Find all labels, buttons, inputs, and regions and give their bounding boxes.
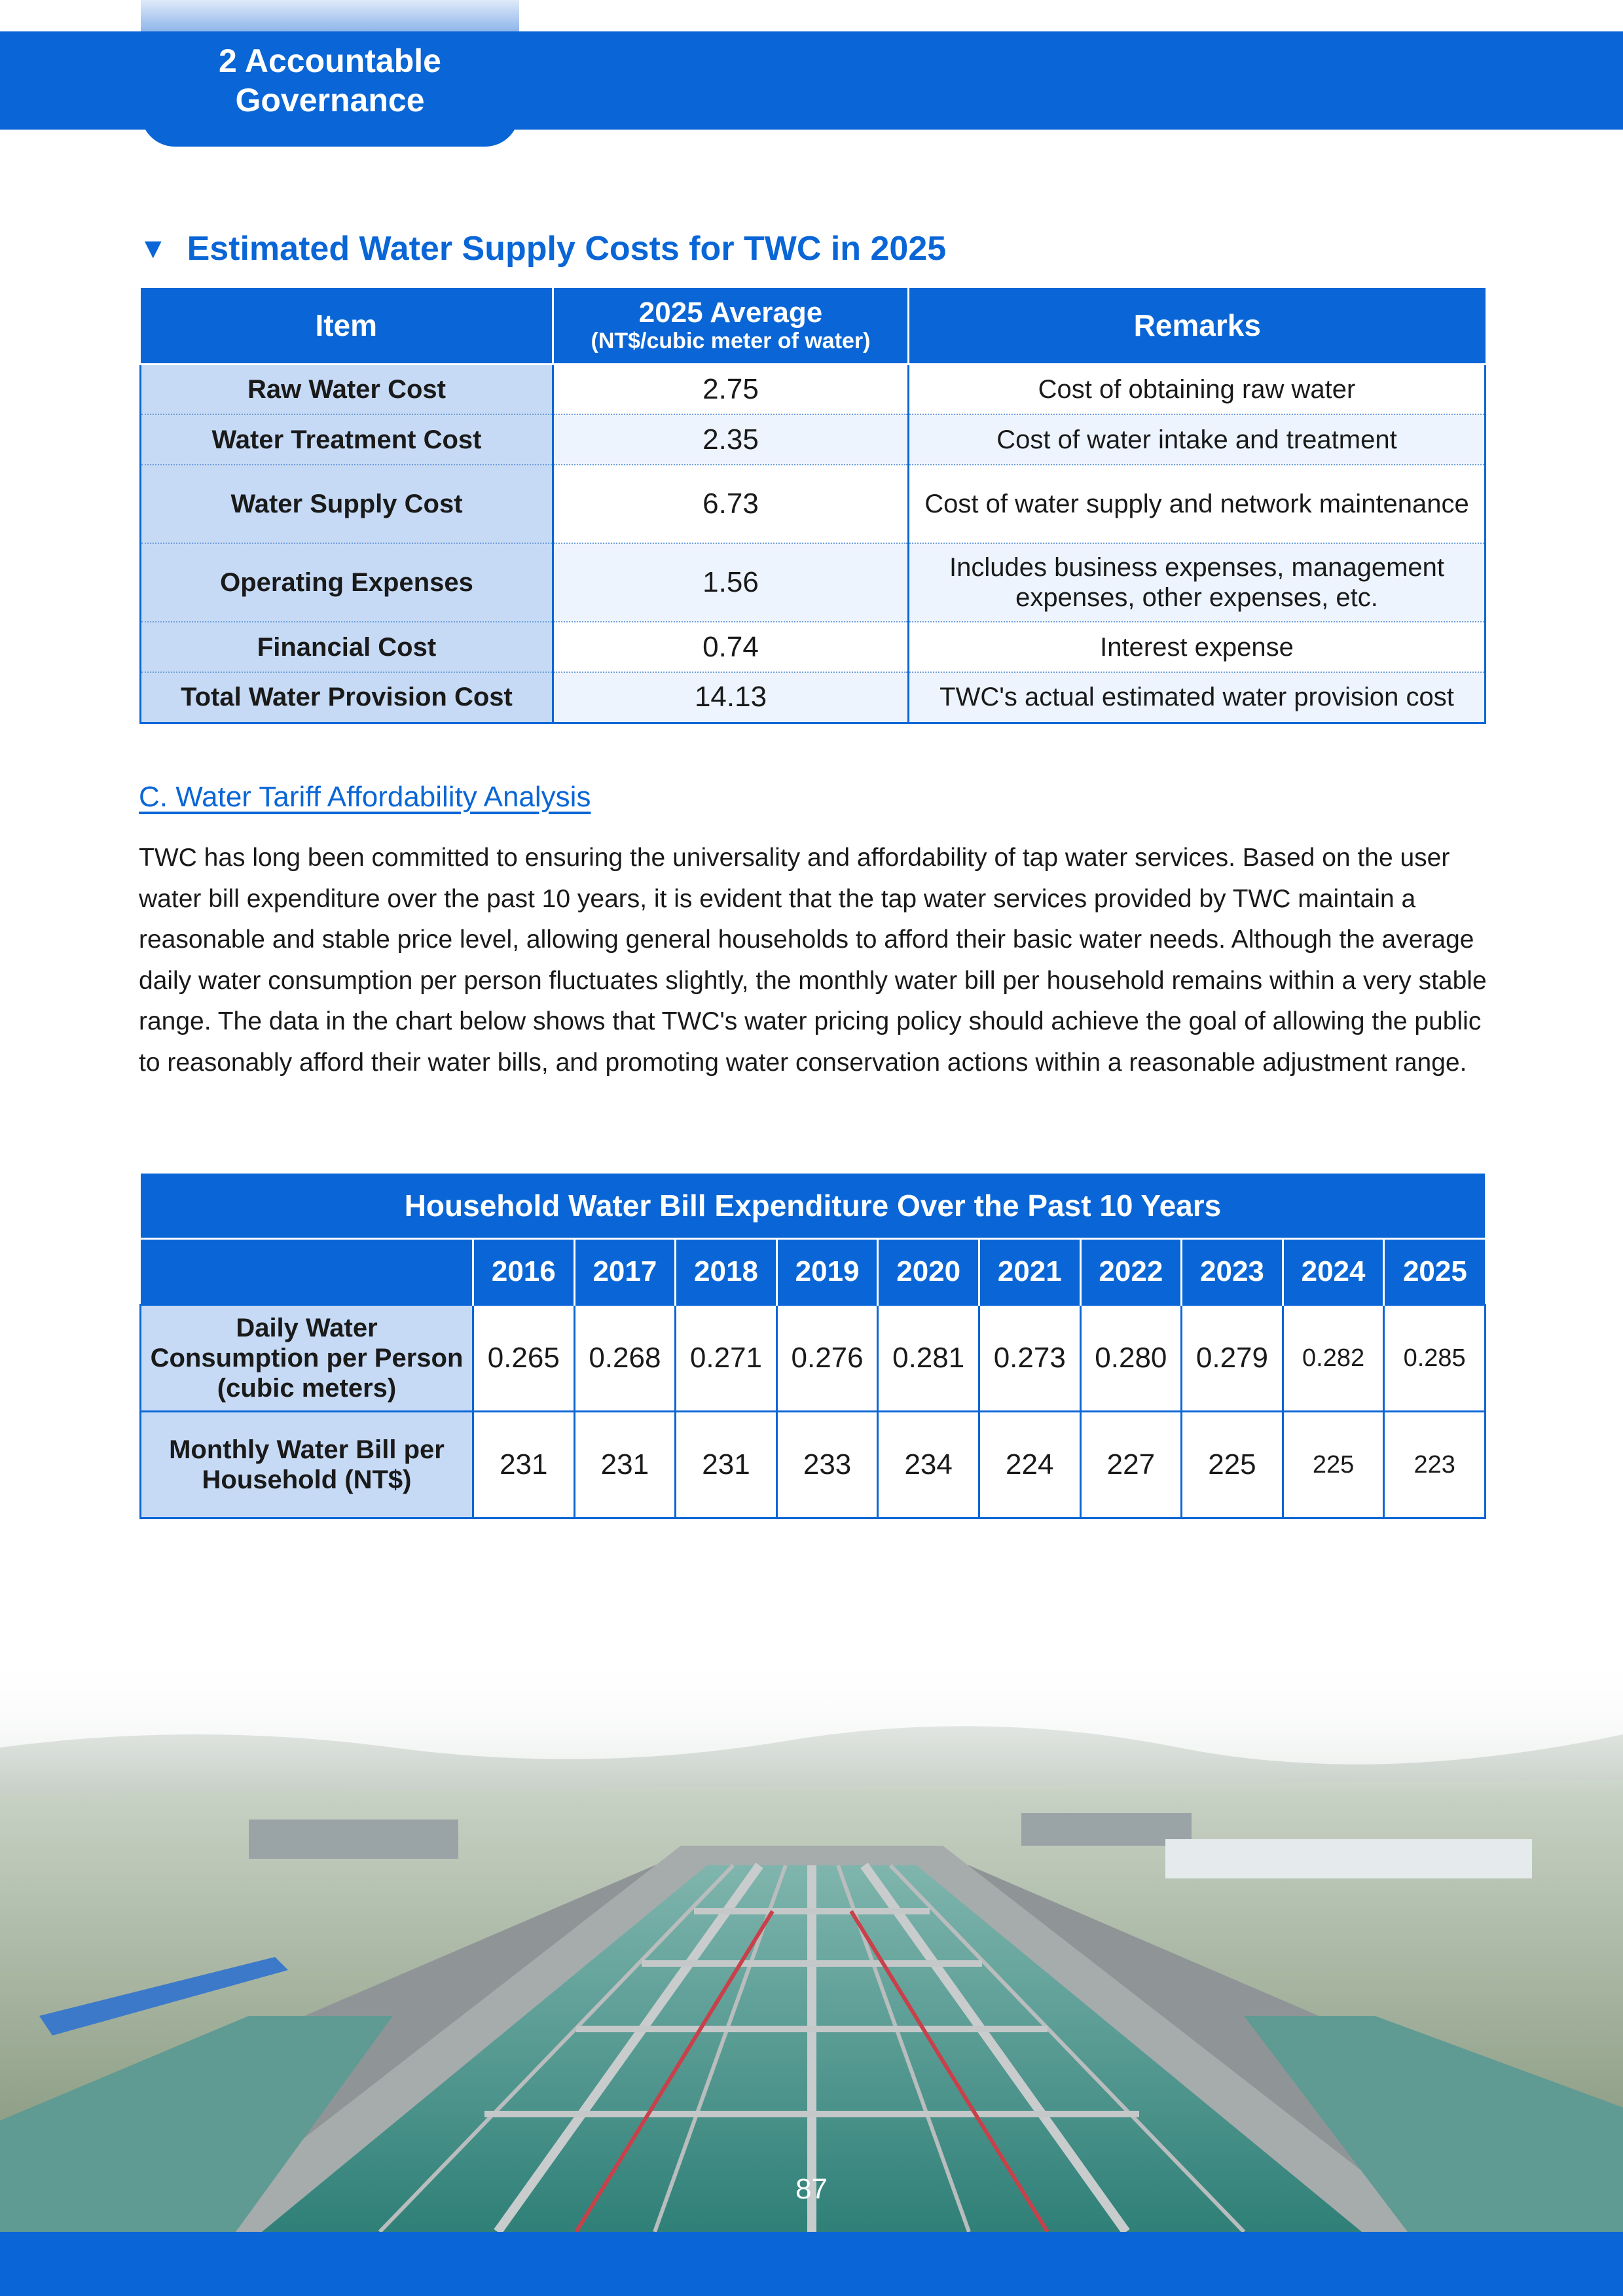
section-c-heading[interactable]: C. Water Tariff Affordability Analysis	[139, 781, 591, 813]
footer-band	[0, 2232, 1623, 2296]
row-value: 6.73	[553, 465, 909, 543]
row-value: 0.74	[553, 622, 909, 672]
bill-value: 225	[1182, 1412, 1283, 1518]
cost-table-title-text: Estimated Water Supply Costs for TWC in 2025	[187, 230, 947, 268]
col-average-main: 2025 Average	[638, 296, 823, 329]
triangle-down-icon: ▼	[139, 232, 168, 264]
year-header: 2023	[1182, 1239, 1283, 1305]
row-item: Raw Water Cost	[141, 364, 553, 414]
year-header: 2021	[979, 1239, 1080, 1305]
year-header: 2016	[473, 1239, 575, 1305]
bill-value: 225	[1283, 1412, 1384, 1518]
row-remarks: Interest expense	[909, 622, 1486, 672]
section-c-paragraph: TWC has long been committed to ensuring the universality and affordability of tap water services. Based on the user water bill expenditure over the past 10 years, it is evident that the tap water services provided by TWC maintain a reasonable and stable price level, allowing general households to afford their basic water needs. Although the average daily water consumption per person fluctuates slightly, the monthly water bill per household remains within a very stable range. The data in the chart below shows that TWC's water pricing policy should achieve the goal of allowing the public to reasonably afford their water bills, and promoting water conservation actions within a reasonable adjustment range.	[139, 844, 1487, 1077]
consumption-value: 0.279	[1182, 1305, 1283, 1412]
consumption-value: 0.271	[676, 1305, 777, 1412]
page-number: 87	[795, 2173, 828, 2205]
row-value: 14.13	[553, 672, 909, 723]
bill-value: 234	[878, 1412, 979, 1518]
col-average-unit: (NT$/cubic meter of water)	[591, 329, 871, 354]
table-row	[141, 1412, 1486, 1518]
year-header: 2022	[1080, 1239, 1182, 1305]
year-header: 2024	[1283, 1239, 1384, 1305]
col-average-header	[553, 288, 909, 364]
row-remarks: Cost of obtaining raw water	[909, 364, 1486, 414]
section-label: 2 Accountable Governance	[219, 43, 441, 118]
row-value: 2.75	[553, 364, 909, 414]
table-row	[141, 672, 1486, 723]
cost-table-title	[139, 226, 946, 272]
table-row	[141, 622, 1486, 672]
row-remarks: Cost of water intake and treatment	[909, 414, 1486, 465]
col-remarks-header: Remarks	[909, 288, 1486, 364]
bill-table-year-row	[141, 1239, 1486, 1305]
bill-table-caption-row	[141, 1174, 1486, 1239]
year-header: 2019	[776, 1239, 878, 1305]
row-remarks: Includes business expenses, management expenses, other expenses, etc.	[909, 543, 1486, 622]
row-item: Water Supply Cost	[141, 465, 553, 543]
bill-value: 223	[1384, 1412, 1486, 1518]
bill-value: 233	[776, 1412, 878, 1518]
row-item: Financial Cost	[141, 622, 553, 672]
section-tab	[141, 31, 519, 147]
year-header: 2020	[878, 1239, 979, 1305]
year-header-blank	[141, 1239, 473, 1305]
year-header: 2018	[676, 1239, 777, 1305]
bill-table-title: Household Water Bill Expenditure Over the Past 10 Years	[141, 1174, 1486, 1239]
row-remarks: TWC's actual estimated water provision cost	[909, 672, 1486, 723]
water-treatment-plant-photo	[0, 1649, 1623, 2232]
consumption-value: 0.285	[1384, 1305, 1486, 1412]
row-item: Water Treatment Cost	[141, 414, 553, 465]
table-row	[141, 364, 1486, 414]
section-tab-highlight	[141, 0, 519, 31]
consumption-value: 0.273	[979, 1305, 1080, 1412]
row-value: 2.35	[553, 414, 909, 465]
row-value: 1.56	[553, 543, 909, 622]
bill-value: 231	[473, 1412, 575, 1518]
consumption-value: 0.281	[878, 1305, 979, 1412]
table-row	[141, 414, 1486, 465]
row-label-bill: Monthly Water Bill per Household (NT$)	[141, 1412, 473, 1518]
consumption-value: 0.268	[574, 1305, 676, 1412]
bill-value: 231	[574, 1412, 676, 1518]
cost-table-header	[141, 288, 1486, 364]
consumption-value: 0.282	[1283, 1305, 1384, 1412]
table-row	[141, 1305, 1486, 1412]
col-item-header: Item	[141, 288, 553, 364]
year-header: 2025	[1384, 1239, 1486, 1305]
row-item: Operating Expenses	[141, 543, 553, 622]
consumption-value: 0.280	[1080, 1305, 1182, 1412]
row-remarks: Cost of water supply and network maintenance	[909, 465, 1486, 543]
bill-value: 224	[979, 1412, 1080, 1518]
table-row	[141, 465, 1486, 543]
consumption-value: 0.276	[776, 1305, 878, 1412]
bill-value: 227	[1080, 1412, 1182, 1518]
consumption-value: 0.265	[473, 1305, 575, 1412]
year-header: 2017	[574, 1239, 676, 1305]
row-label-consumption: Daily Water Consumption per Person (cubic meters)	[141, 1305, 473, 1412]
bill-table	[139, 1174, 1486, 1519]
row-item: Total Water Provision Cost	[141, 672, 553, 723]
table-row	[141, 543, 1486, 622]
bill-value: 231	[676, 1412, 777, 1518]
cost-table	[139, 288, 1486, 724]
